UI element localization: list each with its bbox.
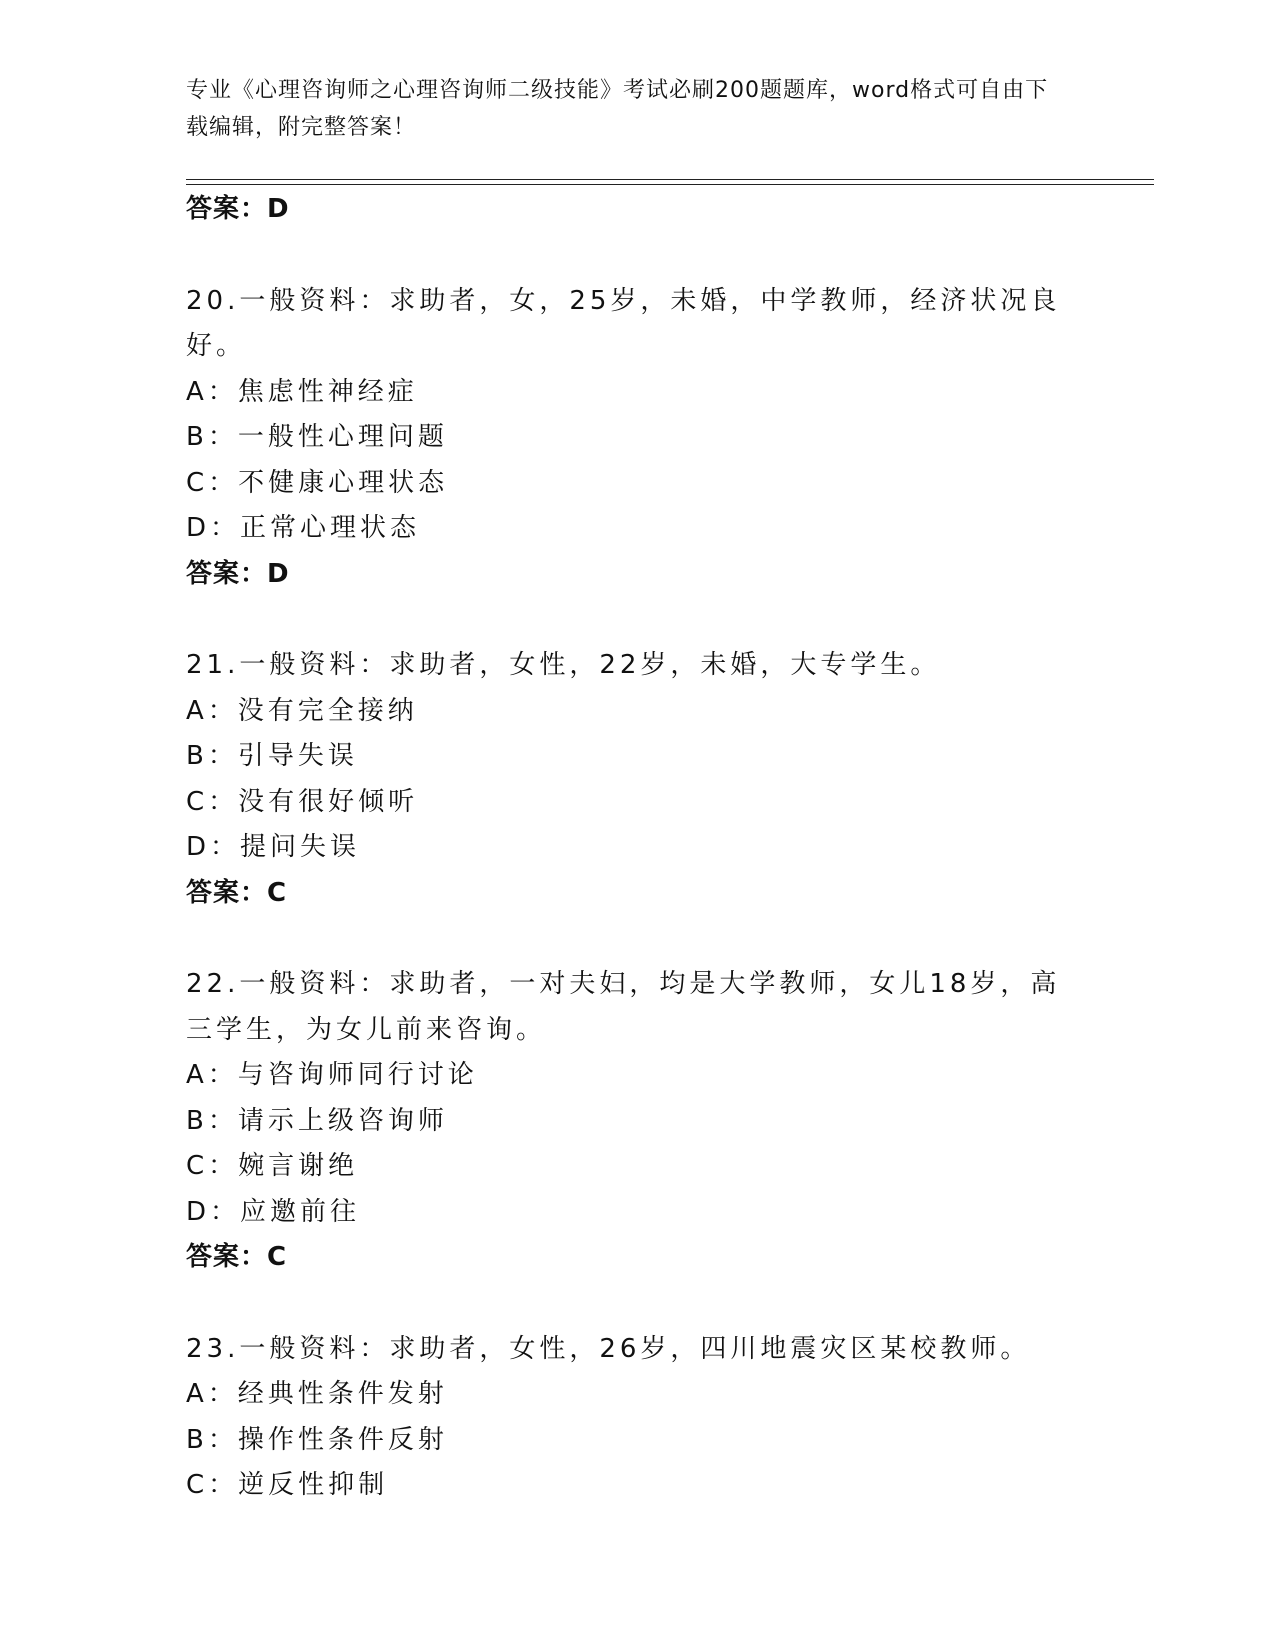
option-b: B：请示上级咨询师 xyxy=(186,1105,448,1136)
answer-line: 答案：C xyxy=(186,1242,288,1272)
option-a: A：焦虑性神经症 xyxy=(186,376,418,407)
option-d: D：提问失误 xyxy=(186,832,361,862)
option-c: C：婉言谢绝 xyxy=(186,1151,359,1181)
document-header xyxy=(186,72,1066,146)
answer-line: 答案：C xyxy=(186,877,288,908)
question-block xyxy=(186,1327,1186,1509)
spacer xyxy=(186,916,1186,962)
option-b: B：一般性心理问题 xyxy=(186,422,448,452)
option-a: A：经典性条件发射 xyxy=(186,1379,448,1409)
option-b: B：操作性条件反射 xyxy=(186,1424,448,1455)
option-c: C：没有很好倾听 xyxy=(186,786,419,817)
option-a: A：与咨询师同行讨论 xyxy=(186,1060,478,1090)
option-d: D：应邀前往 xyxy=(186,1196,361,1227)
question-block xyxy=(186,962,1186,1281)
option-c: C：逆反性抑制 xyxy=(186,1470,389,1500)
question-block xyxy=(186,279,1186,598)
answer-line: 答案：D xyxy=(186,194,290,224)
question-block xyxy=(186,643,1186,916)
header-rule-bottom xyxy=(186,184,1154,185)
question-stem: 23.一般资料：求助者，女性，26岁，四川地震灾区某校教师。 xyxy=(186,1333,1031,1364)
spacer xyxy=(186,233,1186,279)
option-c: C：不健康心理状态 xyxy=(186,467,449,498)
answer-line: 答案：D xyxy=(186,558,290,589)
question-stem: 22.一般资料：求助者，一对夫妇，均是大学教师，女儿18岁，高三学生，为女儿前来咨询。 xyxy=(186,969,1061,1045)
question-stem: 21.一般资料：求助者，女性，22岁，未婚，大专学生。 xyxy=(186,650,941,680)
header-rule-top xyxy=(186,179,1154,180)
option-b: B：引导失误 xyxy=(186,741,358,771)
option-a: A：没有完全接纳 xyxy=(186,695,418,726)
spacer xyxy=(186,1281,1186,1327)
document-body xyxy=(186,187,1186,1509)
question-stem: 20.一般资料：求助者，女，25岁，未婚，中学教师，经济状况良好。 xyxy=(186,285,1061,361)
header-text: 专业《心理咨询师之心理咨询师二级技能》考试必刷200题题库，word格式可自由下载编辑，附完整答案！ xyxy=(186,78,1049,140)
option-d: D：正常心理状态 xyxy=(186,513,421,543)
spacer xyxy=(186,597,1186,643)
